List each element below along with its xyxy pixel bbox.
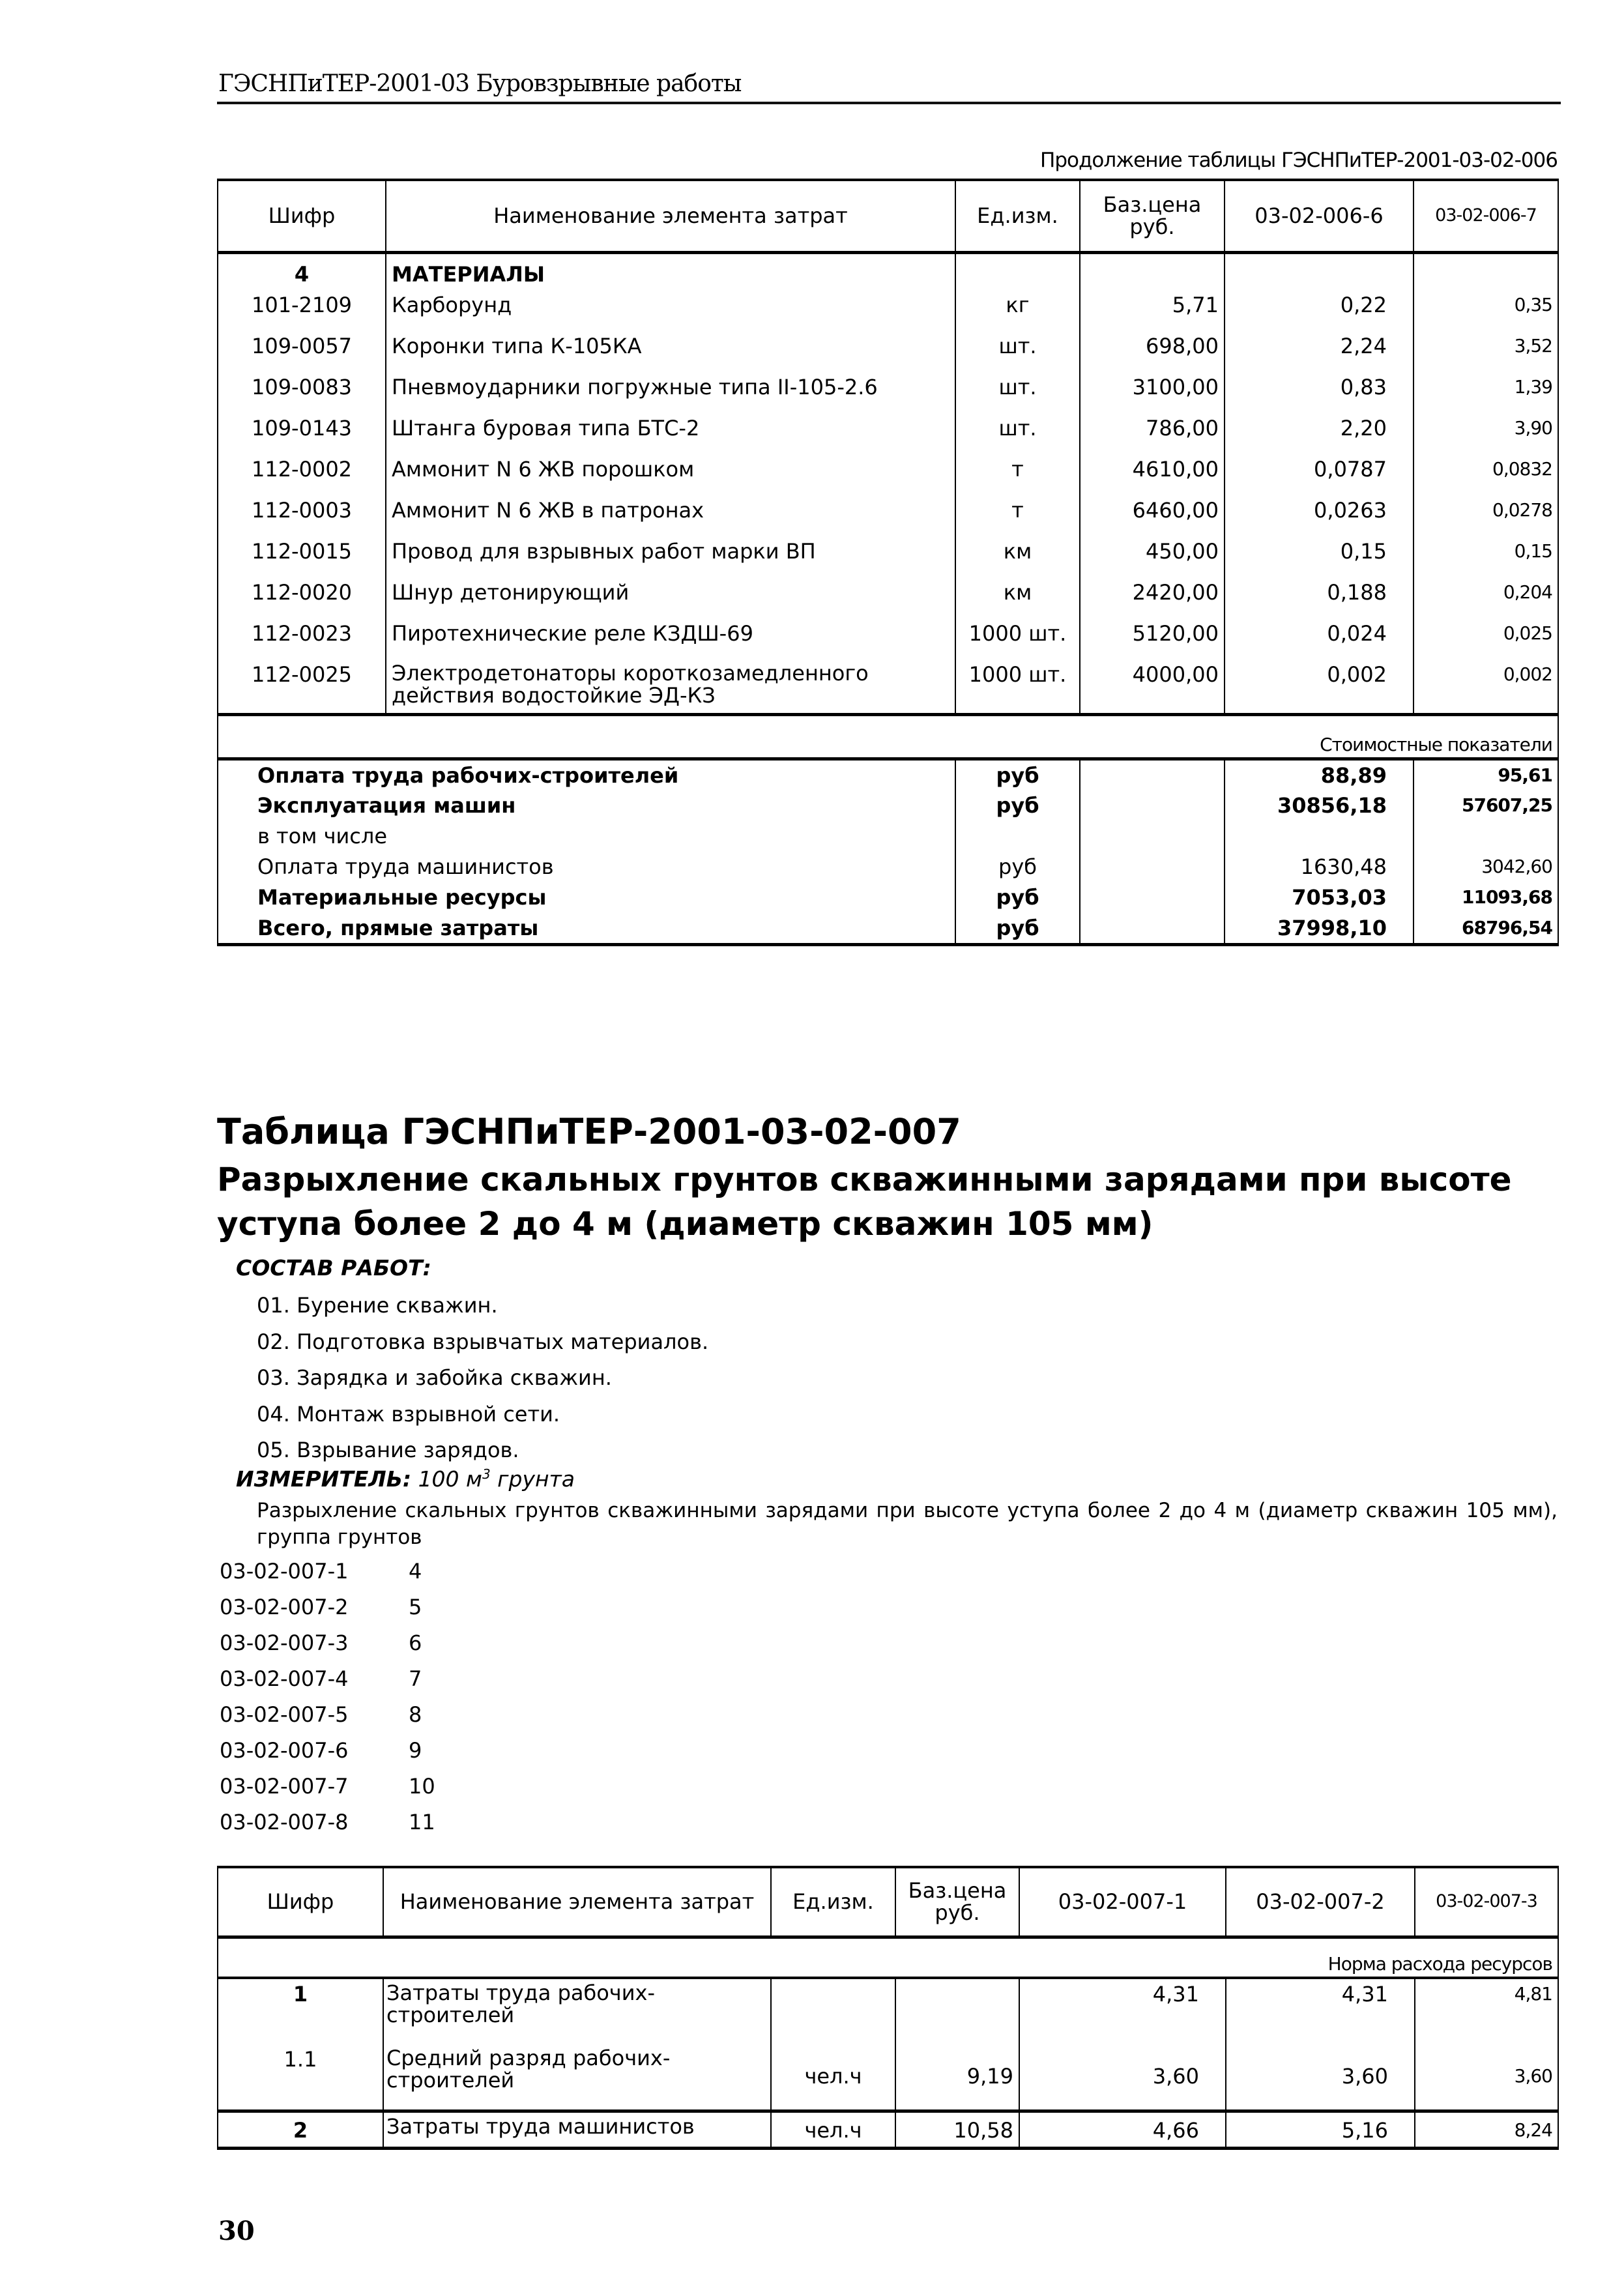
meter-line [236,1466,575,1492]
cell-value-1: 3,60 [1019,2044,1226,2111]
summary-row [218,790,1558,821]
cell-name: Коронки типа К-105КА [386,334,955,375]
cell-value-1: 4,66 [1019,2111,1226,2148]
section-code: 4 [218,252,386,293]
cell-price: 4610,00 [1080,457,1225,498]
cell-value-2: 3,60 [1226,2044,1415,2111]
cell-code: 1 [218,1978,383,2044]
summary-row [218,821,1558,852]
cell-code: 112-0002 [218,457,386,498]
summary-value-1 [1225,821,1414,852]
cell-unit [771,1978,895,2044]
cell-unit: км [955,580,1080,621]
cell-name: Провод для взрывных работ марки ВП [386,539,955,580]
cell-value-2: 0,15 [1414,539,1558,580]
cell-price: 2420,00 [1080,580,1225,621]
soil-group: 9 [409,1738,422,1763]
cell-name: Шнур детонирующий [386,580,955,621]
code-group-row [220,1697,435,1733]
code: 03-02-007-5 [220,1702,349,1727]
soil-group: 10 [409,1774,435,1799]
cell-value-2: 1,39 [1414,375,1558,416]
cell-unit: 1000 шт. [955,662,1080,714]
cell-name: Средний разряд рабочих-строителей [383,2044,771,2111]
cell-value-1: 2,20 [1225,416,1414,457]
col-header: Наименование элемента затрат [383,1867,771,1937]
cell-code: 109-0057 [218,334,386,375]
cell-code: 112-0020 [218,580,386,621]
running-header: ГЭСНПиТЕР-2001-03 Буровзрывные работы [218,70,742,97]
code-group-list [220,1554,435,1840]
cell-name: Аммонит N 6 ЖВ порошком [386,457,955,498]
code-group-row [220,1554,435,1589]
meter-value: 100 м [418,1466,482,1492]
summary-value-2: 3042,60 [1414,852,1558,882]
table1-caption: Продолжение таблицы ГЭСНПиТЕР-2001-03-02-006 [1040,149,1558,172]
cost-indicators-label: Стоимостные показатели [218,714,1558,759]
cell-price: 4000,00 [1080,662,1225,714]
code: 03-02-007-8 [220,1810,349,1834]
cell-value-2: 0,025 [1414,621,1558,662]
summary-name: Эксплуатация машин [218,790,955,821]
cell-value-2: 0,002 [1414,662,1558,714]
works-list [257,1288,708,1469]
cell-name: Затраты труда машинистов [383,2111,771,2148]
cell-value-1: 4,31 [1019,1978,1226,2044]
cell-value-2: 3,90 [1414,416,1558,457]
meter-sup: 3 [482,1466,491,1482]
cell-value-1: 0,15 [1225,539,1414,580]
summary-unit: руб [955,882,1080,913]
table-row [218,457,1558,498]
cell-code: 1.1 [218,2044,383,2111]
cell-name: Пиротехнические реле КЗДШ-69 [386,621,955,662]
summary-name: Материальные ресурсы [218,882,955,913]
table-row [218,662,1558,714]
page-number: 30 [218,2216,255,2246]
cell-price: 450,00 [1080,539,1225,580]
col-header: Шифр [218,180,386,252]
soil-group: 5 [409,1595,422,1619]
cell-value-2: 0,204 [1414,580,1558,621]
norm-label: Норма расхода ресурсов [218,1937,1558,1978]
col-header: Баз.цена руб. [895,1867,1019,1937]
cell-value-1: 0,024 [1225,621,1414,662]
summary-name: в том числе [218,821,955,852]
cell-value-3: 3,60 [1415,2044,1558,2111]
table-row [218,375,1558,416]
col-header: 03-02-006-6 [1225,180,1414,252]
col-header: Ед.изм. [771,1867,895,1937]
code-group-row [220,1625,435,1661]
summary-value-1: 7053,03 [1225,882,1414,913]
cell-value-2: 4,31 [1226,1978,1415,2044]
soil-group: 7 [409,1666,422,1691]
summary-value-1: 1630,48 [1225,852,1414,882]
cell-unit: кг [955,293,1080,334]
summary-name: Оплата труда машинистов [218,852,955,882]
soil-group: 11 [409,1810,435,1834]
cell-value-1: 0,188 [1225,580,1414,621]
summary-row [218,852,1558,882]
summary-unit: руб [955,759,1080,790]
section-name: МАТЕРИАЛЫ [386,252,955,293]
table-row [218,498,1558,539]
cell-value-3: 4,81 [1415,1978,1558,2044]
cell-price: 698,00 [1080,334,1225,375]
cell-value-1: 0,83 [1225,375,1414,416]
code-group-row [220,1733,435,1769]
soil-group: 4 [409,1559,422,1584]
code: 03-02-007-7 [220,1774,349,1799]
summary-unit: руб [955,913,1080,945]
col-header: 03-02-007-3 [1415,1867,1558,1937]
cell-unit: шт. [955,416,1080,457]
summary-name: Всего, прямые затраты [218,913,955,945]
summary-name: Оплата труда рабочих-строителей [218,759,955,790]
works-label: СОСТАВ РАБОТ: [236,1255,431,1281]
cell-value-2: 3,52 [1414,334,1558,375]
code: 03-02-007-6 [220,1738,349,1763]
cell-code: 101-2109 [218,293,386,334]
cell-unit: шт. [955,375,1080,416]
cell-code: 109-0083 [218,375,386,416]
col-header: 03-02-006-7 [1414,180,1558,252]
header-divider [217,102,1561,104]
summary-unit: руб [955,852,1080,882]
table-006-continuation [217,179,1559,946]
col-header: Шифр [218,1867,383,1937]
soil-group: 6 [409,1631,422,1655]
col-header: 03-02-007-2 [1226,1867,1415,1937]
summary-unit [955,821,1080,852]
cell-name: Карборунд [386,293,955,334]
table-row [218,334,1558,375]
col-header: 03-02-007-1 [1019,1867,1226,1937]
cell-price: 10,58 [895,2111,1019,2148]
cell-price: 5120,00 [1080,621,1225,662]
cell-unit: чел.ч [771,2044,895,2111]
cell-value-1: 0,0787 [1225,457,1414,498]
code-group-row [220,1769,435,1804]
cell-unit: чел.ч [771,2111,895,2148]
table-subtitle: Разрыхление скальных грунтов скважинными зарядами при высоте уступа более 2 до 4 м (диаметр скважин 105 мм) [217,1161,1512,1243]
cell-unit: т [955,457,1080,498]
cell-name: Штанга буровая типа БТС-2 [386,416,955,457]
cell-value-3: 8,24 [1415,2111,1558,2148]
cell-price: 3100,00 [1080,375,1225,416]
table-row [218,2044,1558,2111]
meter-label: ИЗМЕРИТЕЛЬ: [236,1466,412,1492]
cell-code: 112-0003 [218,498,386,539]
work-item: 02. Подготовка взрывчатых материалов. [257,1329,709,1354]
summary-value-1: 37998,10 [1225,913,1414,945]
cell-name: Пневмоударники погружные типа II-105-2.6 [386,375,955,416]
work-item: 01. Бурение скважин. [257,1293,498,1318]
cell-unit: км [955,539,1080,580]
summary-value-1: 88,89 [1225,759,1414,790]
col-header: Ед.изм. [955,180,1080,252]
code: 03-02-007-3 [220,1631,349,1655]
summary-value-2: 68796,54 [1414,913,1558,945]
summary-unit: руб [955,790,1080,821]
table-row [218,2111,1558,2148]
code-group-row [220,1661,435,1697]
summary-row [218,913,1558,945]
cell-value-1: 0,002 [1225,662,1414,714]
soil-group: 8 [409,1702,422,1727]
description: Разрыхление скальных грунтов скважинными зарядами при высоте уступа более 2 до 4 м (диаметр скважин 105 мм), группа грунтов [257,1499,1558,1549]
work-item: 03. Зарядка и забойка скважин. [257,1365,612,1390]
cell-name: Электродетонаторы короткозамедленного действия водостойкие ЭД-КЗ [386,662,955,714]
code: 03-02-007-2 [220,1595,349,1619]
summary-value-2: 11093,68 [1414,882,1558,913]
summary-value-2: 57607,25 [1414,790,1558,821]
meter-unit: грунта [497,1466,575,1492]
summary-value-1: 30856,18 [1225,790,1414,821]
cell-code: 112-0023 [218,621,386,662]
cell-code: 2 [218,2111,383,2148]
cell-name: Затраты труда рабочих-строителей [383,1978,771,2044]
cell-code: 112-0015 [218,539,386,580]
cell-code: 112-0025 [218,662,386,714]
cell-value-1: 0,22 [1225,293,1414,334]
code: 03-02-007-4 [220,1666,349,1691]
table-title: Таблица ГЭСНПиТЕР-2001-03-02-007 [217,1111,961,1152]
cell-unit: 1000 шт. [955,621,1080,662]
cell-price: 786,00 [1080,416,1225,457]
cell-value-2: 5,16 [1226,2111,1415,2148]
table-007 [217,1866,1559,2150]
col-header: Баз.цена руб. [1080,180,1225,252]
summary-value-2: 95,61 [1414,759,1558,790]
cell-value-2: 0,35 [1414,293,1558,334]
summary-value-2 [1414,821,1558,852]
work-item: 04. Монтаж взрывной сети. [257,1401,560,1427]
cell-name: Аммонит N 6 ЖВ в патронах [386,498,955,539]
table-row [218,1978,1558,2044]
cell-price: 5,71 [1080,293,1225,334]
summary-row [218,759,1558,790]
cell-price: 6460,00 [1080,498,1225,539]
table-row [218,293,1558,334]
cell-unit: шт. [955,334,1080,375]
summary-row [218,882,1558,913]
cell-unit: т [955,498,1080,539]
cell-value-2: 0,0832 [1414,457,1558,498]
cell-value-1: 2,24 [1225,334,1414,375]
table-row [218,539,1558,580]
table-row [218,621,1558,662]
cell-price: 9,19 [895,2044,1019,2111]
table-row [218,580,1558,621]
work-item: 05. Взрывание зарядов. [257,1438,519,1462]
code-group-row [220,1804,435,1840]
table-row [218,416,1558,457]
code-group-row [220,1589,435,1625]
code: 03-02-007-1 [220,1559,349,1584]
cell-value-2: 0,0278 [1414,498,1558,539]
cell-code: 109-0143 [218,416,386,457]
cell-value-1: 0,0263 [1225,498,1414,539]
col-header: Наименование элемента затрат [386,180,955,252]
cell-price [895,1978,1019,2044]
